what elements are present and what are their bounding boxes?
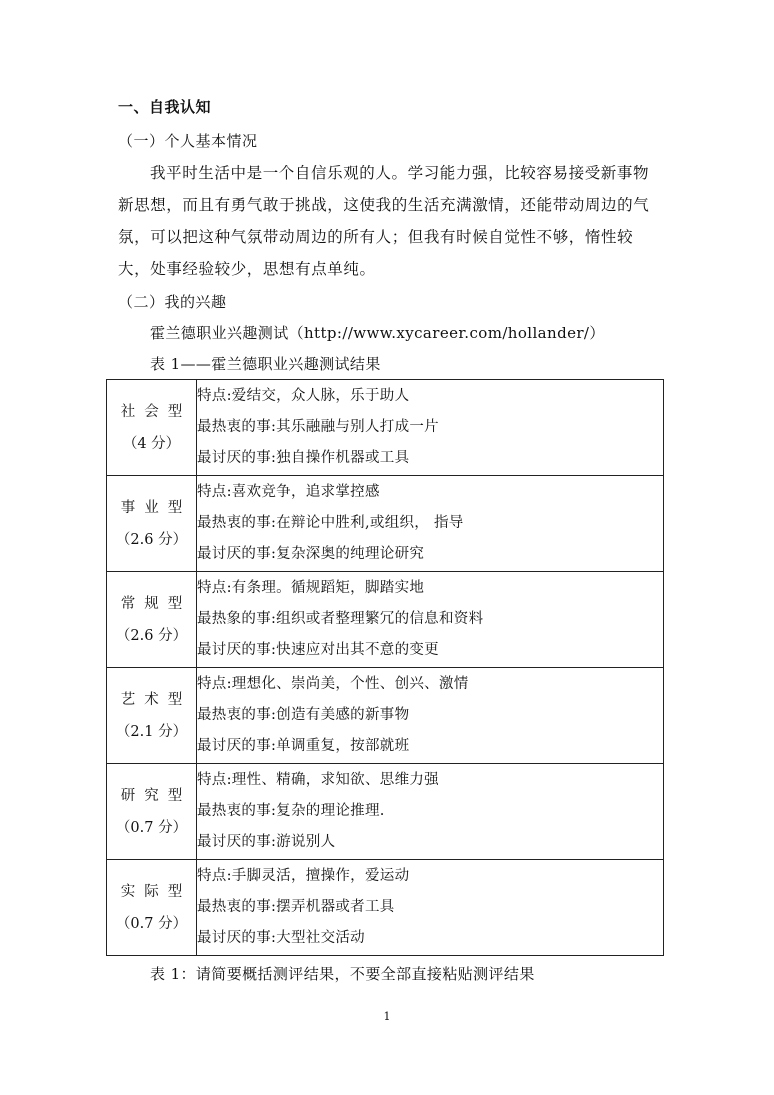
table-row (107, 764, 664, 860)
table-note: 表 1：请简要概括测评结果，不要全部直接粘贴测评结果 (150, 965, 535, 983)
likes-line: 最热衷的事:创造有美感的新事物 (197, 707, 410, 723)
trait-line: 特点:理性、精确，求知欲、思维力强 (197, 772, 439, 788)
interest-description-cell (197, 476, 664, 572)
table-row (107, 668, 664, 764)
interest-type-cell (107, 380, 197, 476)
likes-line: 最热象的事:组织或者整理繁冗的信息和资料 (197, 611, 484, 627)
dislikes-line: 最讨厌的事:单调重复，按部就班 (197, 738, 410, 754)
interest-type-name: 研究型 (120, 787, 192, 804)
interest-type-name: 实际型 (120, 883, 192, 900)
interest-description-cell (197, 860, 664, 956)
interest-type-cell (107, 764, 197, 860)
table-row (107, 476, 664, 572)
table-caption: 表 1——霍兰德职业兴趣测试结果 (150, 355, 381, 373)
dislikes-line: 最讨厌的事:独自操作机器或工具 (197, 450, 410, 466)
interest-type-name: 艺术型 (120, 691, 192, 708)
dislikes-line: 最讨厌的事:快速应对出其不意的变更 (197, 642, 439, 658)
subsection-title-interests: （二）我的兴趣 (118, 293, 227, 311)
interest-type-score: （2.1 分） (115, 723, 188, 740)
likes-line: 最热衷的事:复杂的理论推理. (197, 803, 385, 819)
interest-type-cell (107, 860, 197, 956)
interest-type-name: 事业型 (120, 499, 192, 516)
table-row (107, 860, 664, 956)
likes-line: 最热衷的事:其乐融融与别人打成一片 (197, 419, 439, 435)
interest-type-score: （2.6 分） (115, 627, 188, 644)
interest-type-cell (107, 476, 197, 572)
interest-type-score: （2.6 分） (115, 531, 188, 548)
test-reference-line: 霍兰德职业兴趣测试（http://www.xycareer.com/hollander/） (150, 324, 605, 342)
interest-type-name: 常规型 (120, 595, 192, 612)
trait-line: 特点:有条理。循规蹈矩，脚踏实地 (197, 580, 425, 596)
interest-type-cell (107, 668, 197, 764)
interest-description-cell (197, 668, 664, 764)
interest-type-name: 社会型 (120, 403, 192, 420)
table-row (107, 380, 664, 476)
self-description-paragraph: 我平时生活中是一个自信乐观的人。学习能力强，比较容易接受新事物新思想，而且有勇气敢于挑战，这使我的生活充满激情，还能带动周边的气氛，可以把这种气氛带动周边的所有人；但我有时候自觉性不够，惰性较大，处事经验较少，思想有点单纯。 (118, 164, 650, 278)
subsection-title-basic-info: （一）个人基本情况 (118, 132, 258, 150)
trait-line: 特点:喜欢竞争，追求掌控感 (197, 484, 380, 500)
interest-type-score: （4 分） (122, 435, 181, 452)
holland-results-table (106, 379, 664, 956)
likes-line: 最热衷的事:摆弄机器或者工具 (197, 899, 395, 915)
interest-description-cell (197, 572, 664, 668)
interest-type-score: （0.7 分） (115, 819, 188, 836)
page-number: 1 (383, 1010, 391, 1023)
dislikes-line: 最讨厌的事:复杂深奥的纯理论研究 (197, 546, 425, 562)
interest-description-cell (197, 380, 664, 476)
trait-line: 特点:理想化、崇尚美，个性、创兴、激情 (197, 676, 469, 692)
trait-line: 特点:手脚灵活，擅操作，爱运动 (197, 868, 410, 884)
dislikes-line: 最讨厌的事:游说别人 (197, 834, 336, 850)
likes-line: 最热衷的事:在辩论中胜利,或组织， 指导 (197, 515, 464, 531)
interest-type-cell (107, 572, 197, 668)
interest-description-cell (197, 764, 664, 860)
dislikes-line: 最讨厌的事:大型社交活动 (197, 930, 365, 946)
section-title: 一、自我认知 (118, 98, 212, 116)
trait-line: 特点:爱结交，众人脉，乐于助人 (197, 388, 410, 404)
table-row (107, 572, 664, 668)
interest-type-score: （0.7 分） (115, 915, 188, 932)
